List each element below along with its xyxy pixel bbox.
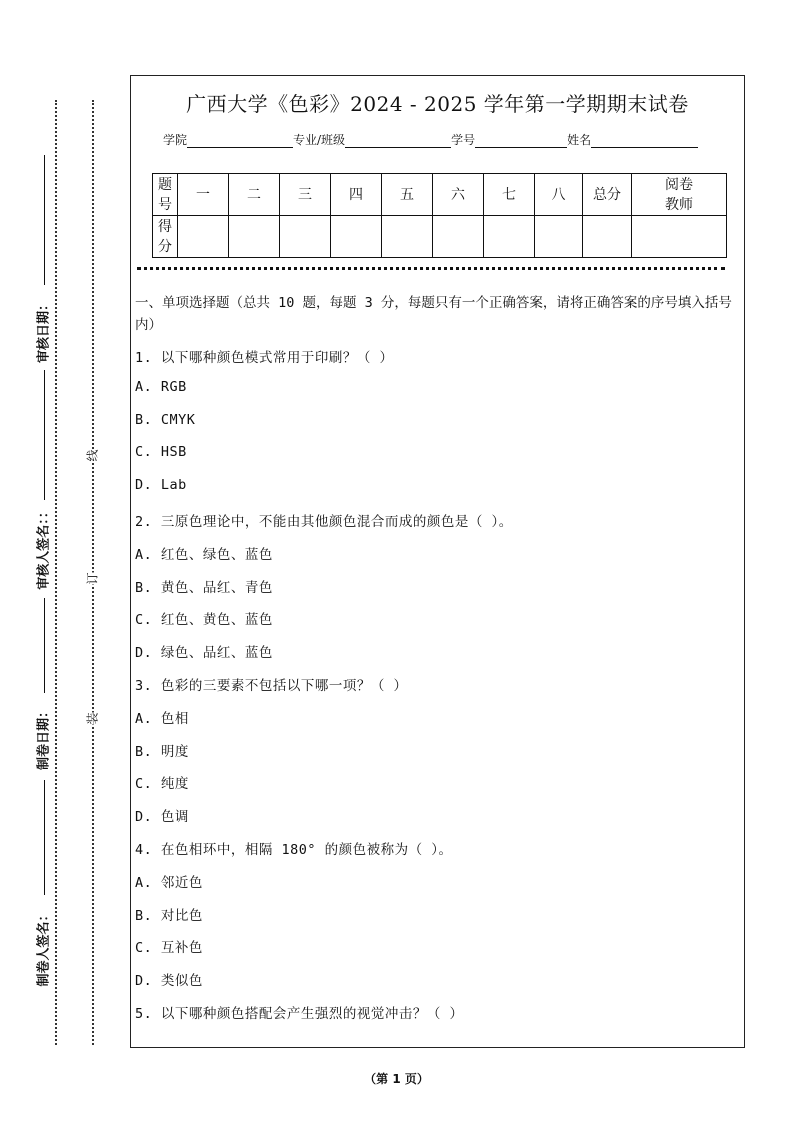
answer-option: C. 互补色	[135, 940, 203, 957]
answer-option: D. 绿色、品红、蓝色	[135, 645, 273, 662]
score-cell[interactable]	[382, 216, 433, 258]
student-info	[163, 131, 698, 148]
divider	[137, 267, 725, 270]
score-cell[interactable]	[331, 216, 382, 258]
answer-option: A. 邻近色	[135, 874, 203, 891]
maker-sign-label: 制卷人签名：	[36, 908, 52, 987]
score-cell[interactable]	[632, 216, 727, 258]
make-date-label: 制卷日期：	[36, 705, 52, 771]
score-header-cell: 七	[484, 174, 535, 216]
question-no-label: 题 号	[153, 174, 178, 216]
answer-option: C. HSB	[135, 444, 187, 461]
score-header-cell: 三	[280, 174, 331, 216]
exam-title: 广西大学《色彩》2024 - 2025 学年第一学期期末试卷	[186, 92, 689, 116]
answer-option: D. Lab	[135, 477, 187, 494]
question-text: 2. 三原色理论中，不能由其他颜色混合而成的颜色是（ ）。	[135, 514, 513, 530]
answer-option: C. 纯度	[135, 776, 189, 793]
score-table	[152, 173, 727, 258]
score-header-cell: 四	[331, 174, 382, 216]
score-cell[interactable]	[583, 216, 632, 258]
score-header-cell: 一	[178, 174, 229, 216]
student-id-field[interactable]	[475, 133, 567, 148]
score-header-cell: 八	[535, 174, 583, 216]
question-text: 5. 以下哪种颜色搭配会产生强烈的视觉冲击？（ ）	[135, 1006, 464, 1022]
question-text: 1. 以下哪种颜色模式常用于印刷？（ ）	[135, 350, 394, 366]
answer-option: A. RGB	[135, 378, 187, 395]
review-date-blank	[44, 155, 45, 285]
maker-sign-blank	[44, 780, 45, 895]
line-char: 线	[85, 449, 100, 462]
score-cell[interactable]	[280, 216, 331, 258]
score-header-cell: 六	[433, 174, 484, 216]
score-header-cell: 阅卷 教师	[632, 174, 727, 216]
order-char: 订	[85, 572, 100, 585]
answer-option: B. CMYK	[135, 411, 196, 428]
answer-option: B. 对比色	[135, 907, 203, 924]
student-id-label: 学号	[451, 133, 476, 147]
answer-option: C. 红色、黄色、蓝色	[135, 612, 273, 629]
name-field[interactable]	[591, 133, 698, 148]
question-text: 3. 色彩的三要素不包括以下哪一项？（ ）	[135, 678, 408, 694]
reviewer-sign-blank	[44, 370, 45, 500]
score-cell[interactable]	[433, 216, 484, 258]
reviewer-sign-label: 审核人签名：：	[36, 505, 52, 590]
score-cell[interactable]	[484, 216, 535, 258]
review-date-label: 审核日期：	[36, 298, 52, 364]
major-field[interactable]	[345, 133, 451, 148]
major-label: 专业/班级	[293, 133, 346, 147]
answer-option: D. 类似色	[135, 973, 203, 990]
college-label: 学院	[163, 133, 188, 147]
section-intro: 一、单项选择题（总共 10 题，每题 3 分，每题只有一个正确答案，请将正确答案的序号填入括号内）	[135, 295, 732, 333]
answer-option: A. 色相	[135, 710, 189, 727]
score-cell[interactable]	[229, 216, 280, 258]
name-label: 姓名	[567, 133, 592, 147]
answer-option: B. 明度	[135, 743, 189, 760]
score-cell[interactable]	[535, 216, 583, 258]
answer-option: D. 色调	[135, 809, 189, 826]
answer-option: A. 红色、绿色、蓝色	[135, 546, 273, 563]
score-label: 得 分	[153, 216, 178, 258]
page-number: （第 1 页）	[364, 1072, 429, 1086]
answer-option: B. 黄色、品红、青色	[135, 579, 273, 596]
college-field[interactable]	[187, 133, 293, 148]
make-date-blank	[44, 598, 45, 693]
score-header-cell: 总分	[583, 174, 632, 216]
margin-dotted-line-outer	[55, 100, 57, 1045]
score-cell[interactable]	[178, 216, 229, 258]
bind-char: 装	[85, 712, 100, 725]
score-header-cell: 二	[229, 174, 280, 216]
score-header-cell: 五	[382, 174, 433, 216]
question-text: 4. 在色相环中，相隔 180° 的颜色被称为（ ）。	[135, 842, 453, 858]
